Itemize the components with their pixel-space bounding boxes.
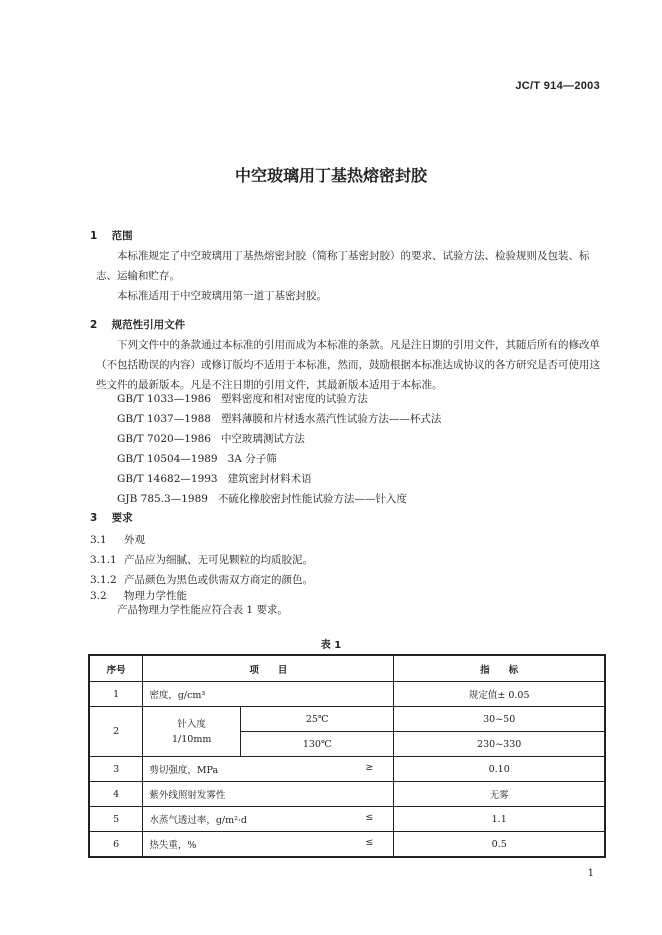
reference-item — [117, 469, 441, 489]
row-value: 230~330 — [394, 732, 605, 757]
row-value: 0.10 — [394, 757, 605, 782]
reference-code: GJB 785.3—1989 — [117, 493, 208, 505]
reference-code: GB/T 1037—1988 — [117, 413, 211, 425]
reference-code: GB/T 1033—1986 — [117, 393, 211, 405]
reference-name: 3A 分子筛 — [227, 453, 277, 465]
requirements-table — [88, 654, 606, 858]
clause-text: 物理力学性能 — [124, 590, 187, 602]
row-operator: ≥ — [365, 762, 374, 773]
clause-text: 外观 — [124, 534, 145, 546]
reference-name: 塑料密度和相对密度的试验方法 — [220, 393, 368, 405]
reference-item — [117, 429, 441, 449]
row-operator: ≤ — [365, 837, 374, 848]
row-item — [143, 832, 394, 858]
reference-name: 不硫化橡胶密封性能试验方法——针入度 — [217, 493, 407, 505]
header-item: 项 目 — [143, 655, 394, 682]
row-number: 5 — [89, 807, 143, 832]
clause-number: 3.2 — [90, 590, 107, 602]
page-number: 1 — [587, 868, 594, 879]
row-condition: 130℃ — [241, 732, 394, 757]
table-row — [89, 757, 605, 782]
reference-name: 中空玻璃测试方法 — [220, 433, 305, 445]
row-item — [143, 757, 394, 782]
section-title: 规范性引用文件 — [111, 319, 186, 331]
row-item-name: 热失重，% — [149, 840, 197, 851]
section-number: 2 — [90, 319, 98, 331]
reference-item — [117, 409, 441, 429]
clause-3-1-1 — [90, 552, 313, 567]
row-value: 无雾 — [394, 782, 605, 807]
clause-text: 产品应为细腻、无可见颗粒的均质胶泥。 — [124, 554, 313, 566]
section-number: 1 — [90, 230, 98, 242]
row-item-name: 水蒸气透过率，g/m²·d — [149, 815, 248, 826]
row-item — [143, 707, 241, 757]
row-value: 0.5 — [394, 832, 605, 858]
table-caption: 表 1 — [320, 640, 342, 651]
clause-number: 3.1.2 — [90, 574, 117, 586]
section-1-heading — [90, 228, 133, 243]
reference-code: GB/T 14682—1993 — [117, 473, 218, 485]
section-title: 要求 — [111, 512, 133, 524]
section-2-paragraph: 下列文件中的条款通过本标准的引用而成为本标准的条款。凡是注日期的引用文件，其随后所有的修改单（不包括勘误的内容）或修订版均不适用于本标准，然而，鼓励根据本标准达成协议的各方研究是否可使用这些文件的最新版本。凡是不注日期的引用文件，其最新版本适用于本标准。 — [96, 339, 600, 391]
section-1-paragraph-1: 本标准规定了中空玻璃用丁基热熔密封胶（简称丁基密封胶）的要求、试验方法、检验规则及包装、标志、运输和贮存。 — [96, 250, 590, 282]
row-item-name: 剪切强度，MPa — [149, 765, 219, 776]
row-item-unit: 1/10mm — [171, 733, 212, 745]
row-value: 30~50 — [394, 707, 605, 732]
row-value: 规定值± 0.05 — [394, 682, 605, 707]
section-title: 范围 — [111, 230, 133, 242]
row-value: 1.1 — [394, 807, 605, 832]
reference-name: 建筑密封材料术语 — [227, 473, 312, 485]
row-number: 2 — [89, 707, 143, 757]
reference-item — [117, 389, 441, 409]
reference-name: 塑料薄膜和片材透水蒸汽性试验方法——杯式法 — [220, 413, 442, 425]
row-item: 紫外线照射发雾性 — [143, 782, 394, 807]
row-number: 1 — [89, 682, 143, 707]
row-item — [143, 807, 394, 832]
reference-code: GB/T 7020—1986 — [117, 433, 211, 445]
header-no: 序号 — [89, 655, 143, 682]
clause-3-2-paragraph: 产品物理力学性能应符合表 1 要求。 — [117, 604, 288, 616]
row-number: 3 — [89, 757, 143, 782]
clause-number: 3.1.1 — [90, 554, 117, 566]
reference-item — [117, 489, 441, 509]
row-number: 4 — [89, 782, 143, 807]
row-item-name: 针入度 — [177, 718, 206, 730]
section-3-heading — [90, 510, 133, 525]
header-index: 指 标 — [394, 655, 605, 682]
clause-text: 产品颜色为黑色或供需双方商定的颜色。 — [124, 574, 313, 586]
clause-3-1 — [90, 532, 145, 547]
reference-item — [117, 449, 441, 469]
table-row — [89, 807, 605, 832]
row-number: 6 — [89, 832, 143, 858]
row-condition: 25℃ — [241, 707, 394, 732]
reference-code: GB/T 10504—1989 — [117, 453, 218, 465]
clause-number: 3.1 — [90, 534, 107, 546]
table-row — [89, 707, 605, 732]
row-operator: ≤ — [365, 812, 374, 823]
table-row — [89, 682, 605, 707]
reference-list — [117, 389, 441, 509]
section-2-heading — [90, 317, 185, 332]
table-row — [89, 832, 605, 858]
page-title: 中空玻璃用丁基热熔密封胶 — [234, 166, 427, 185]
section-1-paragraph-2: 本标准适用于中空玻璃用第一道丁基密封胶。 — [117, 290, 327, 302]
row-item: 密度，g/cm³ — [143, 682, 394, 707]
standard-number: JC/T 914—2003 — [515, 80, 600, 92]
table-row — [89, 782, 605, 807]
table-header-row — [89, 655, 605, 682]
clause-3-1-2 — [90, 572, 313, 587]
section-number: 3 — [90, 512, 98, 524]
